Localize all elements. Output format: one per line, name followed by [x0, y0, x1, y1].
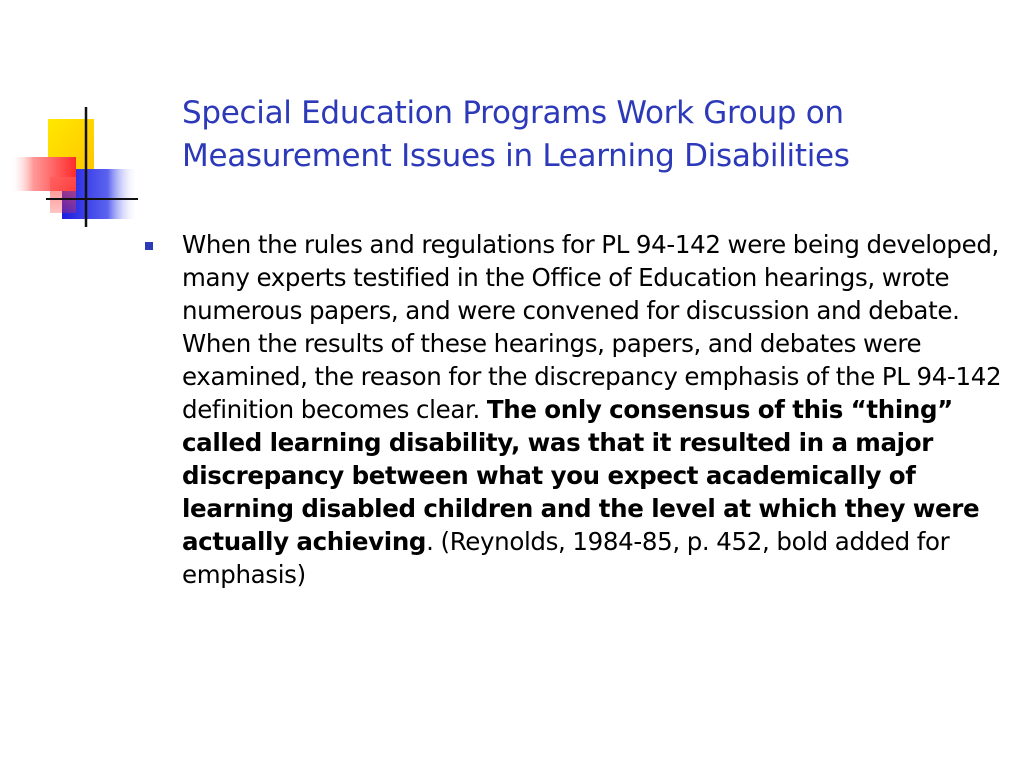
- bullet-citation: . (Reynolds, 1984-85, p. 452, bold added for emphasis): [182, 527, 950, 589]
- slide-title: [182, 92, 1002, 178]
- bullet-list: [142, 228, 1002, 591]
- slide-title-line-1: Special Education Programs Work Group on: [182, 95, 844, 131]
- square-bullet-icon: [145, 242, 153, 250]
- bullet-text-intro: When the rules and regulations for PL 94-142 were being developed, many experts testified in the Office of Education hearings, wrote numerous papers, and were convened for discussion and debate. When the results of these hearings, papers, and debates were examined, the reason for the discrepancy emphasis of the PL 94-142 definition becomes clear.: [182, 230, 1002, 424]
- bullet-bold-quote: The only consensus of this “thing” called learning disability, was that it resulted in a major discrepancy between what you expect academically of learning disabled children and the level at which they were actually achieving: [182, 395, 980, 556]
- decorative-logo-icon: [10, 105, 140, 230]
- bullet-item: [142, 228, 1002, 591]
- slide-title-line-2: Measurement Issues in Learning Disabilities: [182, 138, 850, 174]
